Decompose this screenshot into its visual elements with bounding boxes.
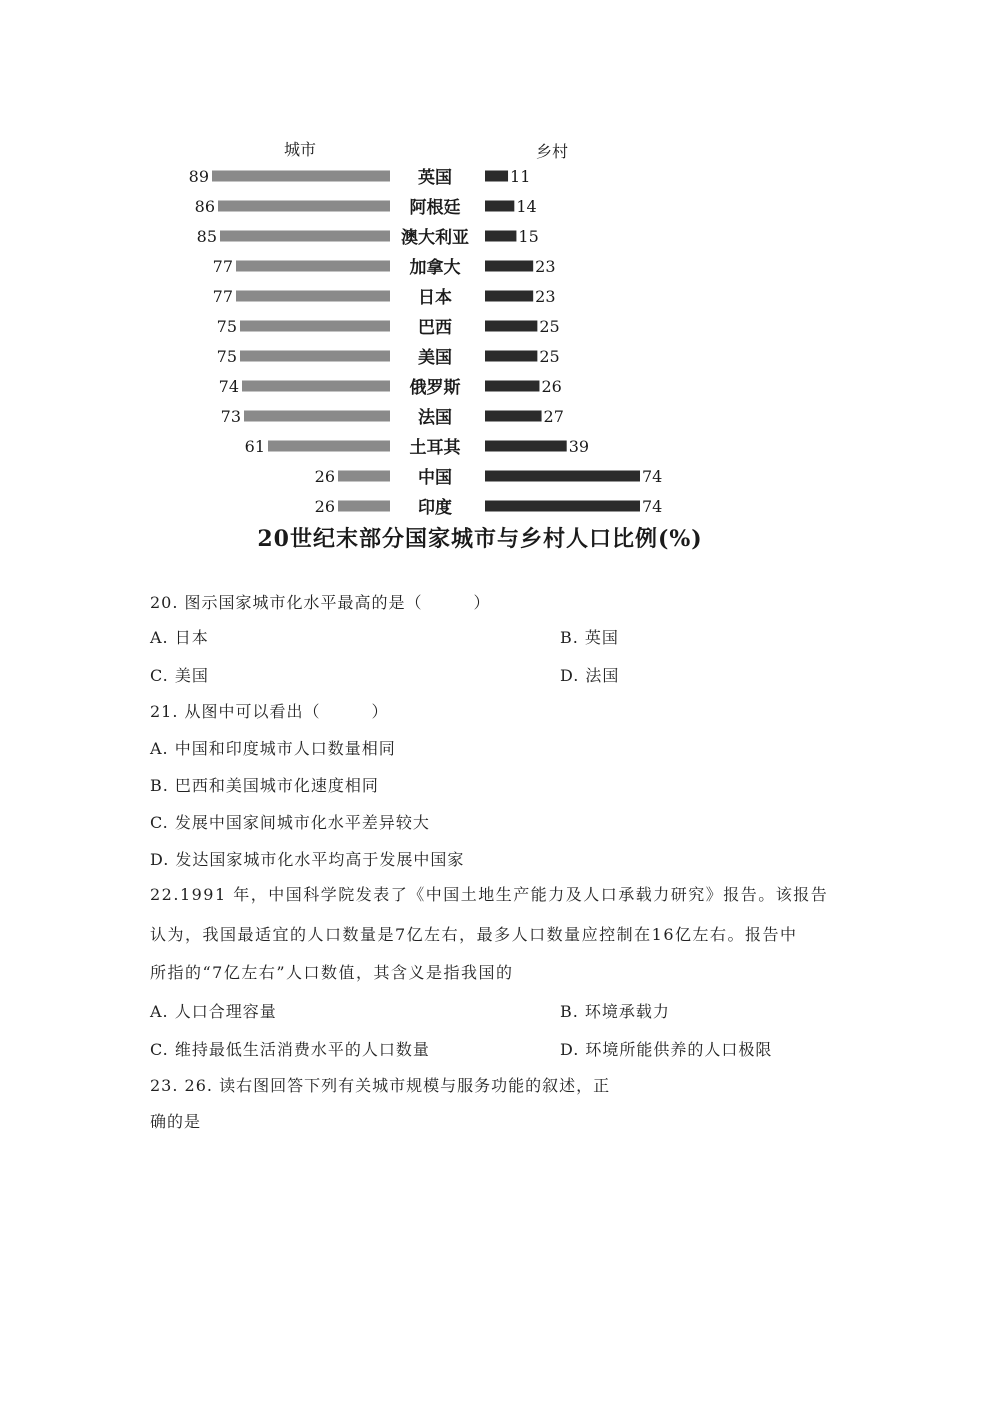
q20-option-c[interactable]: C. 美国 xyxy=(150,666,209,685)
urban-value-label: 26 xyxy=(314,497,335,516)
q22-option-a[interactable]: A. 人口合理容量 xyxy=(150,1002,277,1021)
rural-value-label: 26 xyxy=(541,377,562,396)
urban-bar xyxy=(242,381,390,392)
q21-option-c[interactable]: C. 发展中国家间城市化水平差异较大 xyxy=(150,813,430,832)
urban-value-label: 73 xyxy=(220,407,241,426)
chart-bars xyxy=(189,167,663,518)
urban-bar xyxy=(236,261,390,272)
q22-stem-line2: 认为，我国最适宜的人口数量是7亿左右，最多人口数量应控制在16亿左右。报告中 xyxy=(150,925,798,944)
rural-value-label: 23 xyxy=(535,257,556,276)
rural-bar xyxy=(485,201,514,212)
rural-bar xyxy=(485,411,542,422)
country-label: 法国 xyxy=(418,408,452,428)
rural-bar xyxy=(485,471,640,482)
urban-value-label: 85 xyxy=(196,227,217,246)
urban-rural-population-chart xyxy=(160,128,800,560)
urban-value-label: 61 xyxy=(244,437,265,456)
q23-stem-line2: 确的是 xyxy=(150,1112,202,1131)
rural-value-label: 74 xyxy=(642,497,663,516)
q21-option-b[interactable]: B. 巴西和美国城市化速度相同 xyxy=(150,776,379,795)
urban-bar xyxy=(212,171,390,182)
urban-bar xyxy=(268,441,390,452)
rural-value-label: 39 xyxy=(568,437,590,456)
country-label: 印度 xyxy=(418,498,452,518)
rural-bar xyxy=(485,321,537,332)
urban-bar xyxy=(240,351,390,362)
urban-bar xyxy=(244,411,390,422)
urban-bar xyxy=(240,321,390,332)
rural-value-label: 15 xyxy=(518,227,539,246)
country-label: 英国 xyxy=(418,168,452,188)
country-label: 巴西 xyxy=(418,318,452,338)
country-label: 阿根廷 xyxy=(409,198,461,218)
q22-stem-line1: 22.1991 年，中国科学院发表了《中国土地生产能力及人口承载力研究》报告。该报告 xyxy=(150,885,829,904)
urban-bar xyxy=(220,231,390,242)
rural-value-label: 14 xyxy=(516,197,537,216)
rural-value-label: 27 xyxy=(543,407,564,426)
q20-option-d[interactable]: D. 法国 xyxy=(560,666,620,685)
country-label: 加拿大 xyxy=(409,258,461,278)
rural-value-label: 23 xyxy=(535,287,556,306)
country-label: 日本 xyxy=(418,288,452,308)
urban-value-label: 89 xyxy=(188,167,209,186)
q20-stem: 20. 图示国家城市化水平最高的是（ ） xyxy=(150,593,491,612)
q22-stem-line3: 所指的“7亿左右”人口数值，其含义是指我国的 xyxy=(150,963,514,982)
rural-value-label: 25 xyxy=(539,347,560,366)
q22-option-c[interactable]: C. 维持最低生活消费水平的人口数量 xyxy=(150,1040,430,1059)
country-label: 美国 xyxy=(418,348,452,368)
country-label: 俄罗斯 xyxy=(409,378,461,398)
rural-value-label: 25 xyxy=(539,317,560,336)
q22-option-d[interactable]: D. 环境所能供养的人口极限 xyxy=(560,1040,773,1059)
country-label: 土耳其 xyxy=(409,438,461,458)
chart-title: 20世纪末部分国家城市与乡村人口比例(%) xyxy=(257,526,703,552)
q21-option-d[interactable]: D. 发达国家城市化水平均高于发展中国家 xyxy=(150,850,465,869)
q22-option-b[interactable]: B. 环境承载力 xyxy=(560,1002,670,1021)
rural-bar xyxy=(485,441,567,452)
rural-bar xyxy=(485,381,539,392)
rural-bar xyxy=(485,261,533,272)
rural-header: 乡村 xyxy=(535,142,569,161)
rural-bar xyxy=(485,231,516,242)
q20-option-a[interactable]: A. 日本 xyxy=(150,628,209,647)
rural-value-label: 11 xyxy=(510,167,531,186)
urban-value-label: 26 xyxy=(314,467,335,486)
urban-value-label: 74 xyxy=(218,377,239,396)
urban-value-label: 77 xyxy=(212,287,233,306)
country-label: 中国 xyxy=(418,468,452,488)
rural-bar xyxy=(485,351,537,362)
q23-stem-line1: 23. 26. 读右图回答下列有关城市规模与服务功能的叙述，正 xyxy=(150,1076,611,1095)
rural-value-label: 74 xyxy=(642,467,663,486)
rural-bar xyxy=(485,291,533,302)
urban-value-label: 75 xyxy=(216,317,237,336)
country-label: 澳大利亚 xyxy=(401,228,469,248)
urban-header: 城市 xyxy=(283,140,317,159)
urban-value-label: 75 xyxy=(216,347,237,366)
q20-option-b[interactable]: B. 英国 xyxy=(560,628,619,647)
urban-bar xyxy=(236,291,390,302)
urban-bar xyxy=(338,471,390,482)
urban-bar xyxy=(338,501,390,512)
rural-bar xyxy=(485,171,508,182)
urban-value-label: 77 xyxy=(212,257,233,276)
urban-bar xyxy=(218,201,390,212)
urban-value-label: 86 xyxy=(194,197,215,216)
rural-bar xyxy=(485,501,640,512)
q21-option-a[interactable]: A. 中国和印度城市人口数量相同 xyxy=(150,739,396,758)
q21-stem: 21. 从图中可以看出（ ） xyxy=(150,702,389,721)
